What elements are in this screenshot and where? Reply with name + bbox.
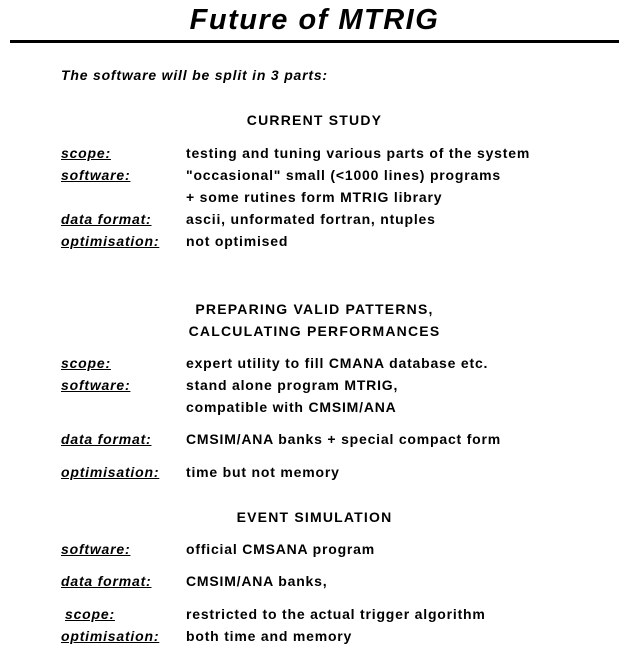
section-heading-current-study: CURRENT STUDY	[246, 112, 383, 128]
row-label: data format:	[61, 211, 152, 227]
row-value: testing and tuning various parts of the system	[186, 145, 531, 161]
row-label: optimisation:	[61, 233, 160, 249]
row-label: scope:	[61, 145, 111, 161]
intro-text: The software will be split in 3 parts:	[61, 67, 328, 83]
row-value: CMSIM/ANA banks + special compact form	[186, 431, 502, 447]
row-label: software:	[61, 541, 131, 557]
row-label: software:	[61, 167, 131, 183]
page-title: Future of MTRIG	[189, 4, 440, 36]
row-value: stand alone program MTRIG,	[186, 377, 399, 393]
section-heading-calculating-performances: CALCULATING PERFORMANCES	[188, 323, 441, 339]
row-label: software:	[61, 377, 131, 393]
row-value: not optimised	[186, 233, 289, 249]
row-value: official CMSANA program	[186, 541, 376, 557]
row-label: optimisation:	[61, 628, 160, 644]
row-value: expert utility to fill CMANA database etc.	[186, 355, 489, 371]
row-value: "occasional" small (<1000 lines) programs	[186, 167, 501, 183]
row-value: + some rutines form MTRIG library	[186, 189, 443, 205]
row-label: scope:	[65, 606, 115, 622]
row-label: optimisation:	[61, 464, 160, 480]
row-value: CMSIM/ANA banks,	[186, 573, 328, 589]
row-label: data format:	[61, 573, 152, 589]
section-heading-preparing-valid-patterns: PREPARING VALID PATTERNS,	[195, 301, 434, 317]
row-value: restricted to the actual trigger algorithm	[186, 606, 486, 622]
row-value: both time and memory	[186, 628, 353, 644]
row-value: time but not memory	[186, 464, 340, 480]
row-label: scope:	[61, 355, 111, 371]
row-label: data format:	[61, 431, 152, 447]
title-rule	[10, 40, 619, 43]
section-heading-event-simulation: EVENT SIMULATION	[236, 509, 393, 525]
row-value: compatible with CMSIM/ANA	[186, 399, 397, 415]
row-value: ascii, unformated fortran, ntuples	[186, 211, 436, 227]
